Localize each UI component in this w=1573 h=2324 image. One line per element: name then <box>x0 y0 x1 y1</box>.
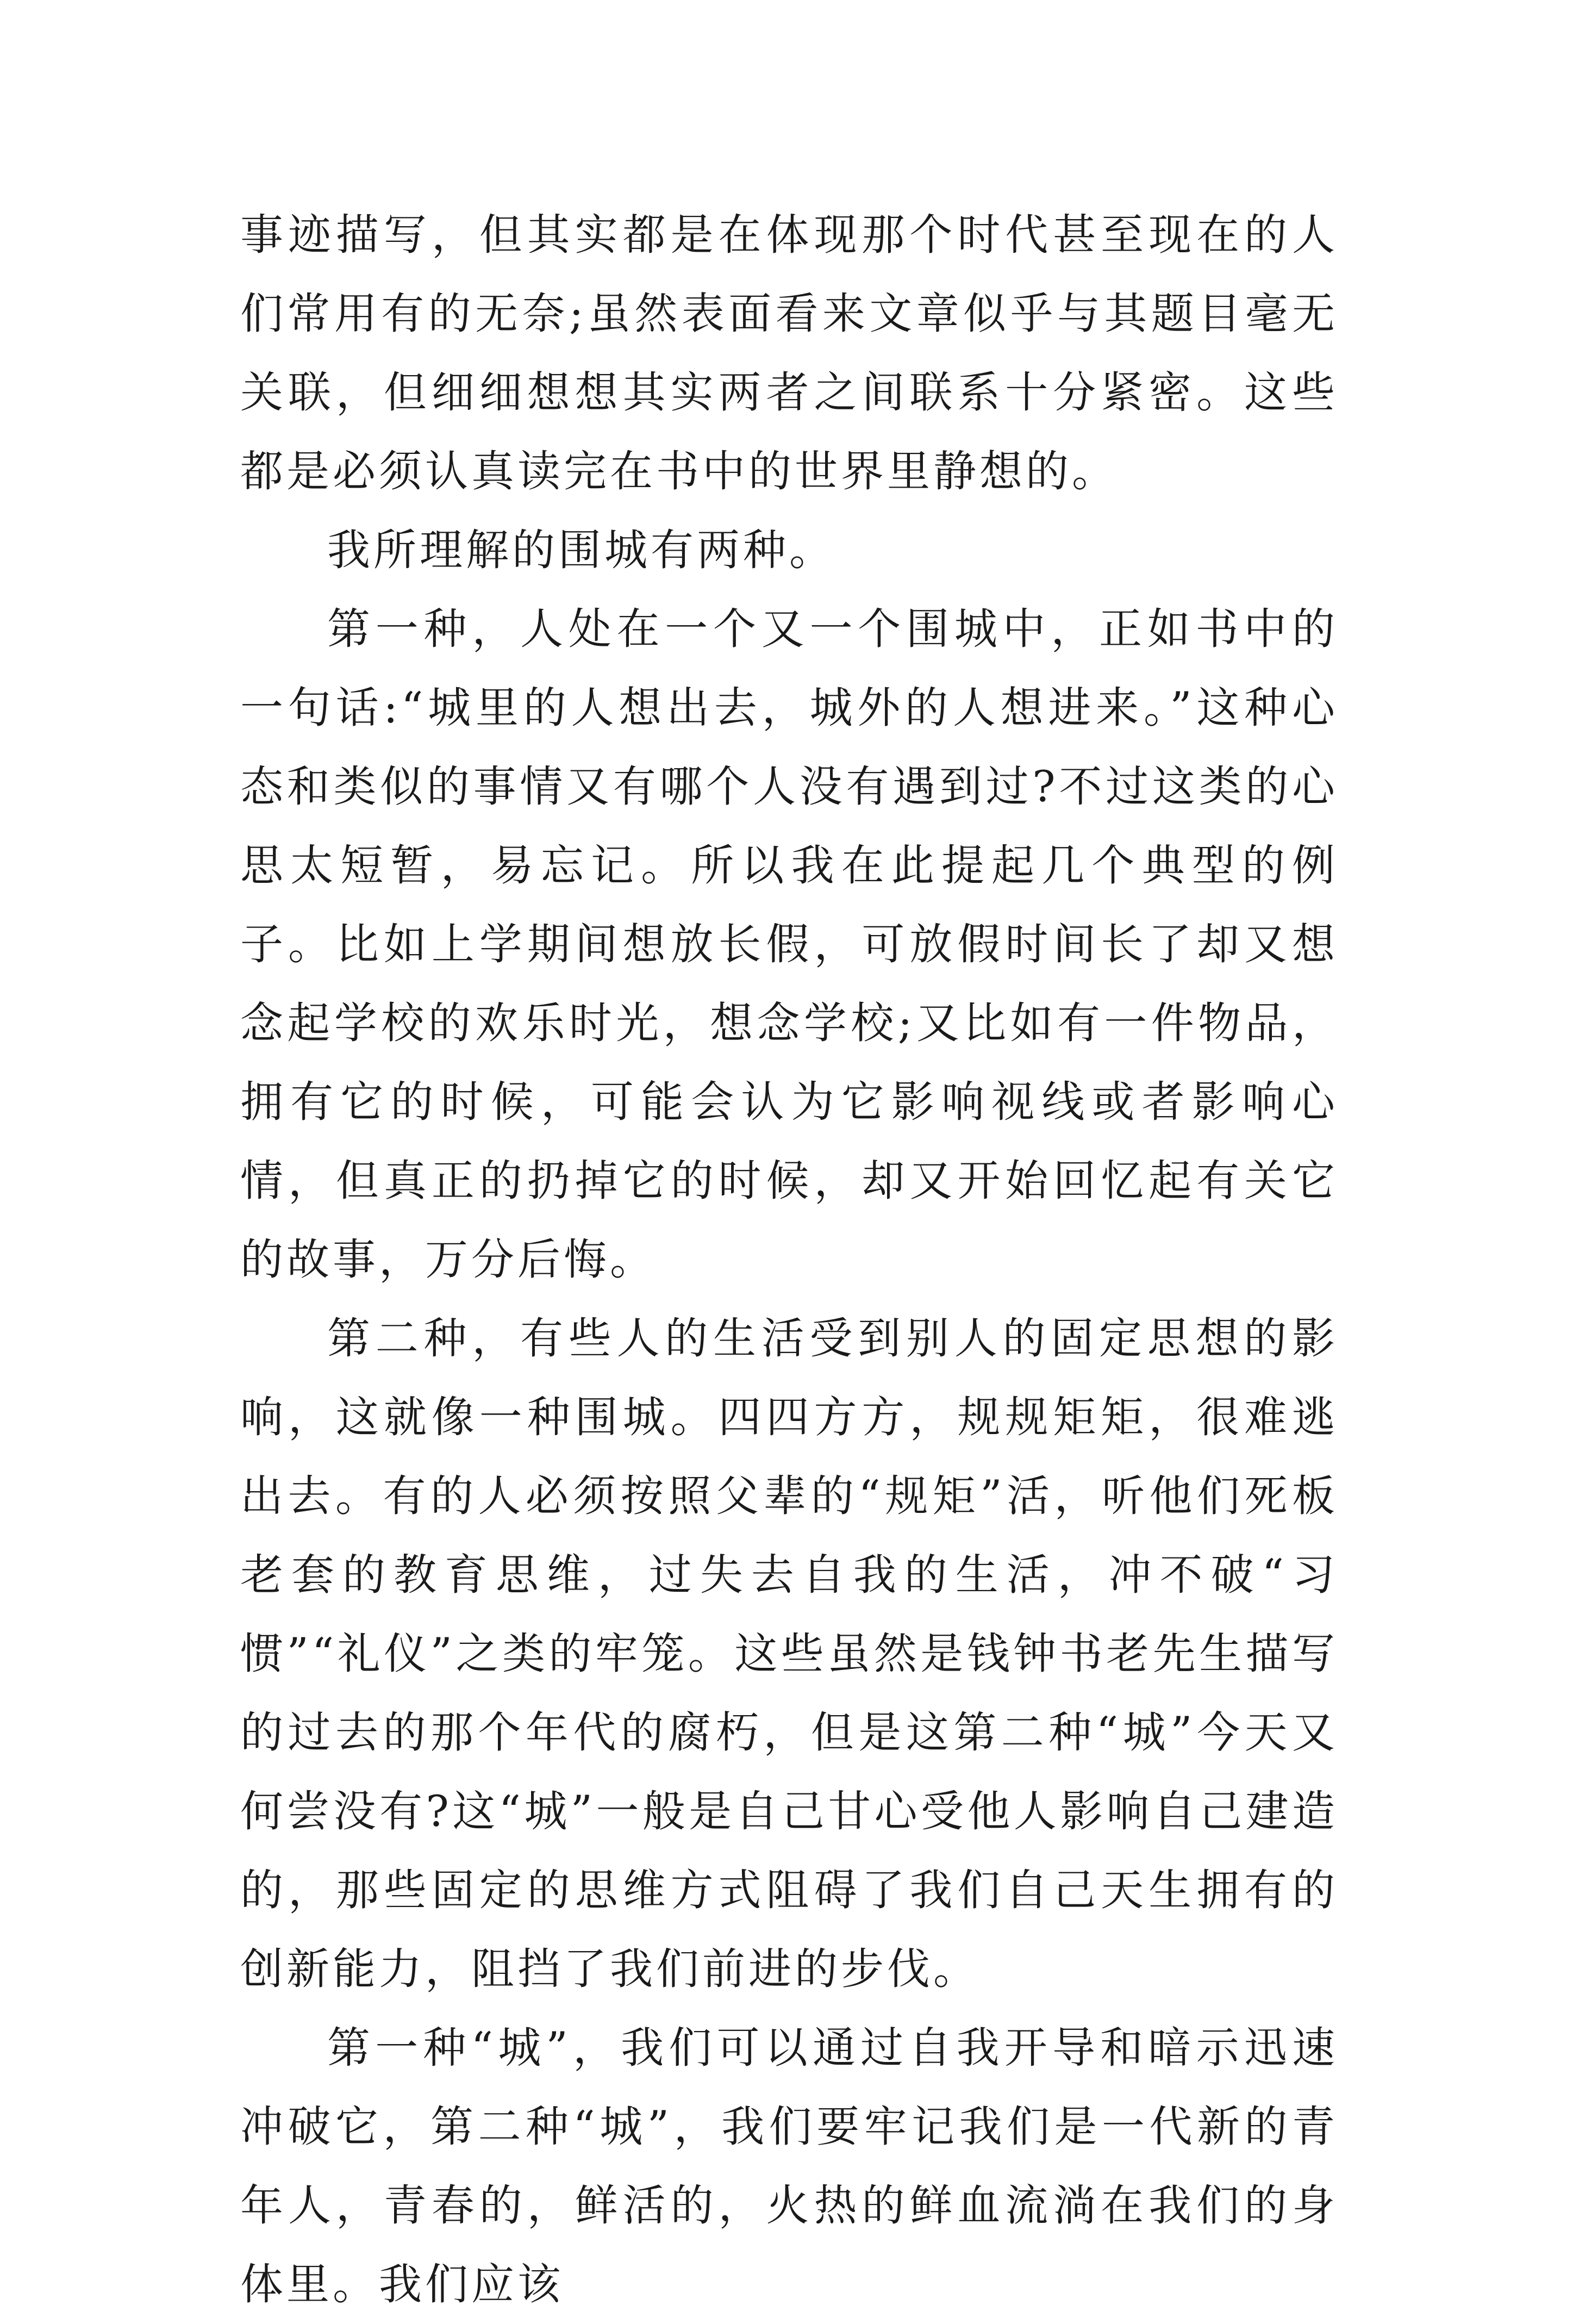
paragraph-4: 第二种，有些人的生活受到别人的固定思想的影响，这就像一种围城。四四方方，规规矩矩，很难逃出去。有的人必须按照父辈的“规矩”活，听他们死板老套的教育思维，过失去自我的生活，冲不破“习惯”“礼仪”之类的牢笼。这些虽然是钱钟书老先生描写的过去的那个年代的腐朽，但是这第二种“城”今天又何尝没有?这“城”一般是自己甘心受他人影响自己建造的，那些固定的思维方式阻碍了我们自己天生拥有的创新能力，阻挡了我们前进的步伐。 <box>240 1313 1338 1994</box>
paragraph-2: 我所理解的围城有两种。 <box>327 525 835 575</box>
document-body <box>240 196 1338 2324</box>
paragraph-1: 事迹描写，但其实都是在体现那个时代甚至现在的人们常用有的无奈;虽然表面看来文章似乎与其题目毫无关联，但细细想想其实两者之间联系十分紧密。这些都是必须认真读完在书中的世界里静想的。 <box>240 210 1338 496</box>
paragraph-5: 第一种“城”，我们可以通过自我开导和暗示迅速冲破它，第二种“城”，我们要牢记我们是一代新的青年人，青春的，鲜活的，火热的鲜血流淌在我们的身体里。我们应该 <box>240 2023 1338 2309</box>
paragraph-3: 第一种，人处在一个又一个围城中，正如书中的一句话:“城里的人想出去，城外的人想进来。”这种心态和类似的事情又有哪个人没有遇到过?不过这类的心思太短暂，易忘记。所以我在此提起几个典型的例子。比如上学期间想放长假，可放假时间长了却又想念起学校的欢乐时光，想念学校;又比如有一件物品，拥有它的时候，可能会认为它影响视线或者影响心情，但真正的扔掉它的时候，却又开始回忆起有关它的故事，万分后悔。 <box>240 604 1338 1285</box>
